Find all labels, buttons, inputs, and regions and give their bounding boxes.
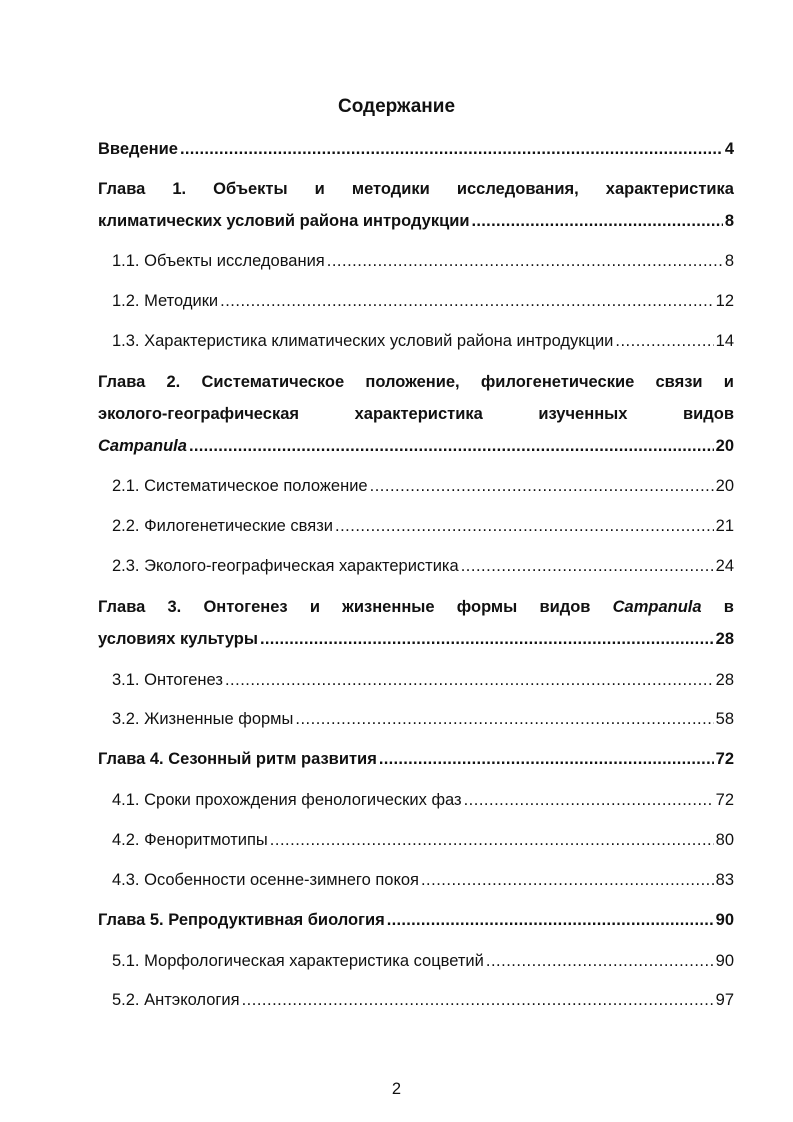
toc-word: связи	[655, 373, 703, 391]
toc-leader-dots	[295, 709, 713, 729]
toc-word: и	[723, 373, 734, 391]
toc-word: изученных	[538, 405, 628, 423]
toc-leader-dots	[327, 251, 723, 271]
toc-word: жизненные	[342, 598, 435, 616]
toc-word: Объекты	[213, 180, 288, 198]
toc-word: 3.	[167, 598, 182, 616]
toc-entry-5-2[interactable]	[112, 990, 734, 1010]
toc-entry-2-3[interactable]	[112, 556, 734, 576]
toc-chapter-1-line-2[interactable]	[98, 211, 734, 231]
toc-entry-label: 5.1. Морфологическая характеристика соцветий	[112, 952, 484, 970]
toc-entry-3-2[interactable]	[112, 709, 734, 729]
toc-page-number: 21	[715, 517, 734, 535]
toc-entry-4-2[interactable]	[112, 830, 734, 850]
toc-word: методики	[351, 180, 430, 198]
toc-page-number: 8	[724, 212, 734, 230]
toc-entry-3-1[interactable]	[112, 670, 734, 690]
toc-entry-label: 3.2. Жизненные формы	[112, 710, 294, 728]
toc-page-number: 83	[715, 871, 734, 889]
toc-leader-dots	[421, 870, 714, 890]
toc-leader-dots	[486, 951, 714, 971]
toc-page-number: 28	[715, 671, 734, 689]
toc-leader-dots	[335, 516, 714, 536]
toc-chapter-4[interactable]	[98, 749, 734, 769]
toc-entry-label: 1.3. Характеристика климатических условий района интродукции	[112, 332, 614, 350]
toc-page-number: 58	[715, 710, 734, 728]
toc-leader-dots	[461, 556, 714, 576]
toc-entry-intro[interactable]	[98, 139, 734, 159]
toc-word: Глава	[98, 180, 146, 198]
toc-leader-dots	[270, 830, 714, 850]
toc-entry-4-1[interactable]	[112, 790, 734, 810]
toc-leader-dots	[220, 291, 714, 311]
toc-entry-label: 4.1. Сроки прохождения фенологических фаз	[112, 791, 462, 809]
toc-word: филогенетические	[480, 373, 635, 391]
toc-word: характеристика	[605, 180, 734, 198]
toc-entry-1-1[interactable]	[112, 251, 734, 271]
toc-leader-dots	[189, 436, 714, 456]
toc-chapter-1-line-1[interactable]	[98, 179, 734, 199]
toc-leader-dots	[370, 476, 714, 496]
toc-chapter-5[interactable]	[98, 910, 734, 930]
toc-entry-label: 4.2. Феноритмотипы	[112, 831, 268, 849]
toc-entry-label: 2.2. Филогенетические связи	[112, 517, 333, 535]
toc-entry-label: 1.1. Объекты исследования	[112, 252, 325, 270]
toc-word: Campanula	[612, 598, 702, 616]
toc-entry-label: 2.1. Систематическое положение	[112, 477, 368, 495]
toc-word: Систематическое	[201, 373, 345, 391]
toc-page-number: 97	[715, 991, 734, 1009]
toc-entry-label: климатических условий района интродукции	[98, 212, 470, 230]
toc-word: формы	[456, 598, 518, 616]
toc-word: видов	[539, 598, 591, 616]
toc-entry-label: Глава 4. Сезонный ритм развития	[98, 750, 377, 768]
toc-word: Онтогенез	[203, 598, 288, 616]
toc-page-number: 14	[715, 332, 734, 350]
page-number: 2	[391, 1080, 402, 1098]
toc-entry-label: условиях культуры	[98, 630, 258, 648]
toc-page-number: 24	[715, 557, 734, 575]
toc-word: эколого-географическая	[98, 405, 300, 423]
toc-chapter-2-line-2[interactable]	[98, 404, 734, 424]
toc-leader-dots	[387, 910, 714, 930]
toc-word: положение,	[365, 373, 460, 391]
toc-word: исследования,	[456, 180, 579, 198]
toc-chapter-2-line-3[interactable]	[98, 436, 734, 456]
toc-entry-label: 3.1. Онтогенез	[112, 671, 223, 689]
toc-leader-dots	[180, 139, 723, 159]
toc-word: и	[314, 180, 325, 198]
toc-page-number: 12	[715, 292, 734, 310]
toc-chapter-2-line-1[interactable]	[98, 372, 734, 392]
toc-entry-2-2[interactable]	[112, 516, 734, 536]
toc-entry-5-1[interactable]	[112, 951, 734, 971]
toc-entry-1-3[interactable]	[112, 331, 734, 351]
toc-chapter-3-line-2[interactable]	[98, 629, 734, 649]
toc-entry-4-3[interactable]	[112, 870, 734, 890]
toc-leader-dots	[472, 211, 723, 231]
toc-word: 2.	[166, 373, 181, 391]
toc-entry-1-2[interactable]	[112, 291, 734, 311]
toc-entry-2-1[interactable]	[112, 476, 734, 496]
toc-leader-dots	[464, 790, 714, 810]
toc-entry-label: Campanula	[98, 437, 187, 455]
toc-chapter-3-line-1[interactable]	[98, 597, 734, 617]
toc-leader-dots	[260, 629, 714, 649]
toc-leader-dots	[615, 331, 713, 351]
toc-leader-dots	[225, 670, 714, 690]
toc-entry-label: 1.2. Методики	[112, 292, 219, 310]
toc-leader-dots	[379, 749, 714, 769]
toc-page-number: 20	[715, 477, 734, 495]
toc-entry-label: 5.2. Антэкология	[112, 991, 240, 1009]
toc-page-number: 20	[715, 437, 734, 455]
toc-word: видов	[683, 405, 734, 423]
toc-page-number: 72	[715, 750, 734, 768]
toc-entry-label: Глава 5. Репродуктивная биология	[98, 911, 385, 929]
toc-page-number: 90	[715, 911, 734, 929]
toc-word: и	[309, 598, 320, 616]
toc-leader-dots	[242, 990, 714, 1010]
toc-page-number: 72	[715, 791, 734, 809]
toc-entry-label: 2.3. Эколого-географическая характеристика	[112, 557, 459, 575]
toc-entry-label: Введение	[98, 140, 178, 158]
toc-word: Глава	[98, 373, 146, 391]
toc-page-number: 8	[724, 252, 734, 270]
toc-word: в	[723, 598, 734, 616]
toc-page-number: 90	[715, 952, 734, 970]
toc-page-number: 4	[724, 140, 734, 158]
toc-page-number: 80	[715, 831, 734, 849]
toc-word: 1.	[172, 180, 187, 198]
toc-word: Глава	[98, 598, 146, 616]
toc-word: характеристика	[354, 405, 483, 423]
page-title: Содержание	[337, 96, 456, 117]
toc-entry-label: 4.3. Особенности осенне-зимнего покоя	[112, 871, 419, 889]
toc-page-number: 28	[715, 630, 734, 648]
